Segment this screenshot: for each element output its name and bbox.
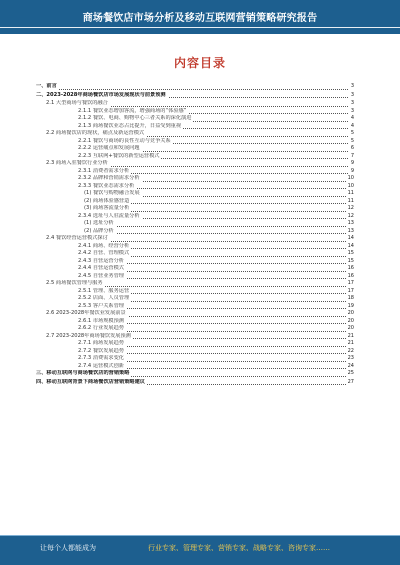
toc-entry-page: 3 <box>350 83 354 89</box>
toc-entry-label: 2.3.3 餐饮业态需求分析 <box>78 182 135 189</box>
toc-entry-page: 23 <box>347 355 354 361</box>
toc-entry-label: 2.7.2 餐饮发展趋势 <box>78 347 124 354</box>
toc-entry-label: 2.4.1 商场、经营分析 <box>78 242 130 249</box>
toc-entry-label: 2.3 商场入驻餐饮行业分析 <box>46 160 108 166</box>
toc-entry-page: 9 <box>350 160 354 166</box>
toc-entry-label: 2.1.2 餐饮、电商、购物中心三者关系的深化演进 <box>78 115 192 121</box>
toc-entry-page: 10 <box>347 175 354 181</box>
toc-entry-page: 4 <box>350 122 354 129</box>
toc-entry-label: 2.6 2023-2028年餐饮业发展前景 <box>46 310 126 316</box>
toc-entry-page: 13 <box>347 227 354 234</box>
toc-entry-label: (1) 餐饮与购物融合发展 <box>84 190 140 196</box>
footer-slogan-left: 让每个人都能成为 <box>40 544 96 552</box>
toc-entry-page: 3 <box>350 91 354 98</box>
toc-entry-label: 二、2023-2028年商场餐饮店市场发展现状与前景预测 <box>36 91 166 98</box>
toc-entry-label: 2.4 餐饮经营运营模式探讨 <box>46 235 108 241</box>
header-divider <box>0 27 400 28</box>
toc-entry-page: 17 <box>347 280 354 286</box>
header-bar <box>0 0 400 34</box>
toc-entry-label: 2.6.2 行业发展趋势 <box>78 325 124 331</box>
table-of-contents <box>36 84 354 388</box>
toc-entry-label: 2.1.3 商场餐饮业态占比提升，日益受到重视 <box>78 122 182 129</box>
toc-entry-label: 2.2.2 运营痛点和发展问题 <box>78 145 140 151</box>
toc-entry-page: 10 <box>347 182 354 189</box>
toc-entry-page: 12 <box>347 212 354 219</box>
toc-entry-label: 2.7 2023-2028年商场餐饮发展预测 <box>46 332 131 339</box>
toc-entry-label: 2.2.1 餐饮与商场的良性互动与竞争关系 <box>78 137 171 144</box>
toc-entry-page: 21 <box>347 332 354 339</box>
toc-leader-dots <box>36 89 348 90</box>
toc-entry-page: 3 <box>350 100 354 106</box>
toc-entry-page: 22 <box>347 347 354 354</box>
toc-entry-page: 21 <box>347 340 354 346</box>
toc-entry-page: 27 <box>347 378 354 385</box>
toc-entry-page: 20 <box>347 317 354 324</box>
toc-entry-page: 11 <box>347 197 354 204</box>
toc-entry-label: 2.2.3 互联网+餐饮的新型运营模式 <box>78 152 160 159</box>
toc-leader-dots <box>84 233 348 234</box>
toc-entry-label: 一、前言 <box>36 83 57 89</box>
toc-entry-page: 5 <box>350 130 354 136</box>
toc-entry-label: 2.3.2 品牌和营销需求分析 <box>78 175 140 181</box>
footer-bar <box>0 535 400 565</box>
toc-entry-page: 5 <box>350 137 354 144</box>
toc-entry-page: 13 <box>347 220 354 226</box>
toc-entry-label: 2.1 大型商场与餐饮的融合 <box>46 100 108 106</box>
toc-entry-label: 2.3.1 消费者需求分析 <box>78 167 130 174</box>
toc-entry-page: 20 <box>347 310 354 316</box>
toc-entry-page: 17 <box>347 287 354 294</box>
toc-entry-page: 15 <box>347 257 354 264</box>
toc-entry-label: 2.5.3 客户关系管理 <box>78 302 124 309</box>
toc-entry-page: 25 <box>347 370 354 376</box>
toc-entry-page: 9 <box>350 167 354 174</box>
toc-entry-label: 2.5 商场餐饮管理与服务 <box>46 280 103 286</box>
toc-entry-page: 16 <box>347 272 354 279</box>
toc-entry-label: (2) 商场体验感营造 <box>84 197 130 204</box>
toc-entry-page: 6 <box>350 145 354 151</box>
toc-entry-label: 2.2 商场餐饮店的现状，痛点及新运营模式 <box>46 130 145 136</box>
toc-entry-page: 14 <box>347 235 354 241</box>
toc-entry-page: 14 <box>347 242 354 249</box>
toc-entry-label: 2.4.2 自营、管理模式 <box>78 250 130 256</box>
toc-entry-page: 3 <box>350 107 354 114</box>
toc-entry-page: 4 <box>350 115 354 121</box>
toc-entry-page: 24 <box>347 362 354 369</box>
toc-entry-page: 15 <box>347 250 354 256</box>
report-title: 商场餐饮店市场分析及移动互联网营销策略研究报告 <box>82 13 318 24</box>
toc-entry-page: 12 <box>347 205 354 211</box>
footer-slogan-right: 行业专家、管理专家、营销专家、战略专家、咨询专家…… <box>148 544 330 552</box>
toc-entry-label: 2.7.3 消费需求变化 <box>78 355 124 361</box>
toc-leader-dots <box>84 226 348 227</box>
toc-entry-page: 16 <box>347 265 354 271</box>
toc-entry[interactable] <box>36 380 354 389</box>
toc-entry-label: 2.7.1 商场发展趋势 <box>78 340 124 346</box>
toc-entry-label: 2.5.1 管理、服务运营 <box>78 287 130 294</box>
toc-entry-label: 四、移动互联网背景下商场餐饮店营销策略建议 <box>36 378 145 385</box>
toc-entry-label: 2.5.2 店面、人员管理 <box>78 295 130 301</box>
toc-entry-label: 2.4.4 自营运营模式 <box>78 265 124 271</box>
toc-entry-label: (2) 品牌分析 <box>84 227 114 234</box>
toc-heading: 内容目录 <box>173 56 226 70</box>
toc-entry-label: 2.7.4 运营模式创新 <box>78 362 124 369</box>
toc-entry-label: (1) 选址分析 <box>84 220 114 226</box>
toc-entry-label: 2.4.3 自营运营分析 <box>78 257 124 264</box>
toc-entry-page: 20 <box>347 325 354 331</box>
toc-entry-page: 7 <box>350 152 354 159</box>
toc-entry-page: 19 <box>347 302 354 309</box>
toc-entry-label: 三、移动互联网与商场餐饮店的营销策略 <box>36 370 130 376</box>
footer-divider <box>0 535 400 536</box>
toc-entry-page: 18 <box>347 295 354 301</box>
toc-entry-label: 2.6.1 市场规模预测 <box>78 317 124 324</box>
toc-entry-page: 11 <box>347 190 354 196</box>
toc-entry-label: (3) 商场客流量分析 <box>84 205 130 211</box>
toc-entry-label: 2.1.1 餐饮业态增加客流，增强商场的“体验感” <box>78 107 187 114</box>
toc-entry-label: 2.3.4 选址与人驻流量分析 <box>78 212 140 219</box>
toc-entry-label: 2.4.5 自营业务管理 <box>78 272 124 279</box>
